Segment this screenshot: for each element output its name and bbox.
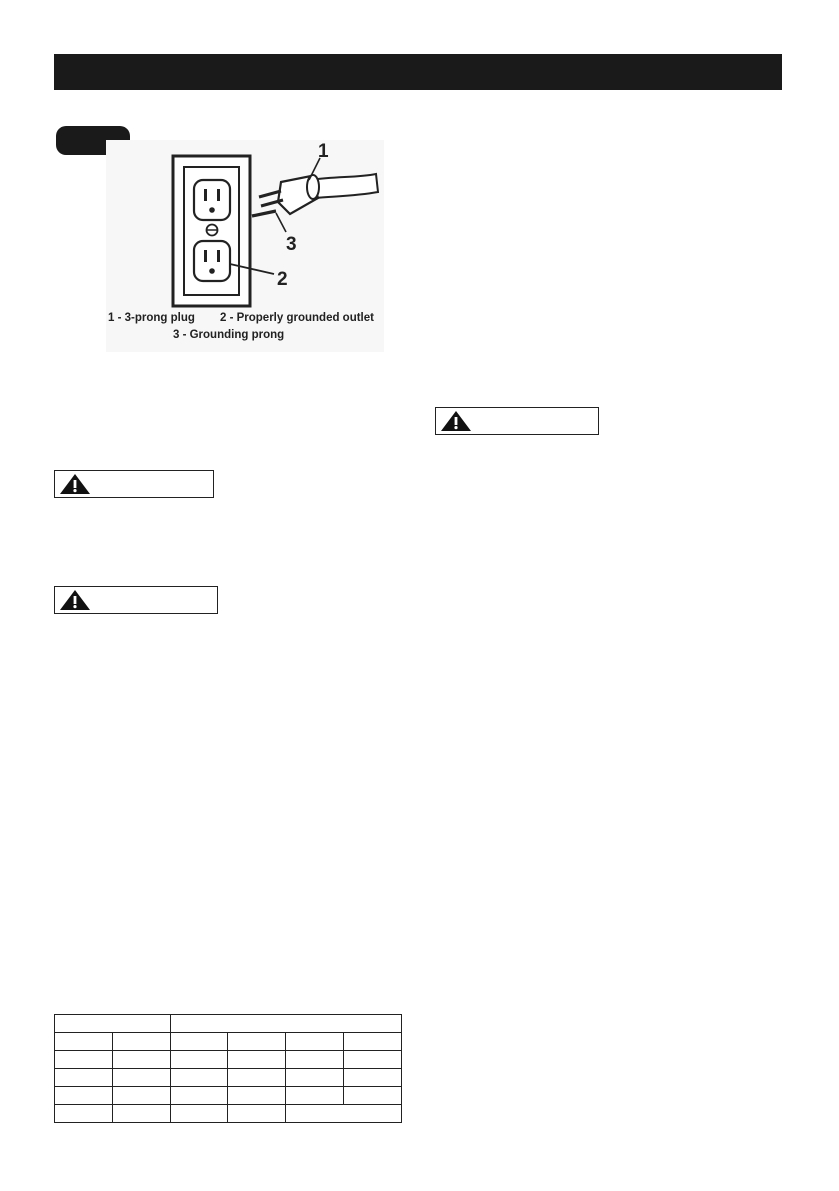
table-cell [344, 1087, 402, 1105]
warning-triangle-icon [59, 473, 91, 495]
table-cell [55, 1087, 113, 1105]
receptacle-bottom [194, 241, 230, 281]
table-cell [170, 1015, 401, 1033]
table-row [55, 1087, 402, 1105]
table-cell [112, 1105, 170, 1123]
table-cell [55, 1069, 113, 1087]
table-cell [228, 1051, 286, 1069]
grounding-prong [252, 211, 276, 216]
power-cord [311, 174, 378, 198]
callout-3: 3 [286, 234, 297, 255]
legend-plug: 1 - 3-prong plug [108, 312, 195, 324]
table-cell [228, 1069, 286, 1087]
table-cell [228, 1087, 286, 1105]
table-cell [286, 1105, 402, 1123]
legend-outlet: 2 - Properly grounded outlet [220, 312, 374, 324]
table-cell [112, 1033, 170, 1051]
table-cell [55, 1033, 113, 1051]
table-row [55, 1105, 402, 1123]
table-cell [55, 1051, 113, 1069]
table-row [55, 1069, 402, 1087]
warning-box-left-2 [54, 586, 218, 614]
table-cell [228, 1033, 286, 1051]
table-cell [170, 1051, 228, 1069]
table-cell [170, 1033, 228, 1051]
section-header-bar [54, 54, 782, 90]
table-cell [55, 1105, 113, 1123]
table-cell [286, 1087, 344, 1105]
warning-box-left-1 [54, 470, 214, 498]
table-cell [344, 1069, 402, 1087]
warning-triangle-icon [440, 410, 472, 432]
table-cell [344, 1051, 402, 1069]
table-cell [112, 1087, 170, 1105]
table-cell [55, 1015, 171, 1033]
table-cell [344, 1033, 402, 1051]
warning-triangle-icon [59, 589, 91, 611]
warning-box-right [435, 407, 599, 435]
table-row [55, 1033, 402, 1051]
callout-1: 1 [318, 141, 329, 162]
table-cell [170, 1069, 228, 1087]
table-cell [112, 1051, 170, 1069]
grounded-outlet-illustration [106, 140, 384, 352]
table-cell [112, 1069, 170, 1087]
table-cell [286, 1069, 344, 1087]
table-row [55, 1015, 402, 1033]
table-row [55, 1051, 402, 1069]
callout-2: 2 [277, 269, 288, 290]
table-cell [286, 1033, 344, 1051]
table-cell [170, 1087, 228, 1105]
extension-cord-table [54, 1014, 402, 1123]
legend-grounding-prong: 3 - Grounding prong [173, 329, 285, 341]
table-cell [286, 1051, 344, 1069]
receptacle-top [194, 180, 230, 220]
table-cell [170, 1105, 228, 1123]
table-cell [228, 1105, 286, 1123]
